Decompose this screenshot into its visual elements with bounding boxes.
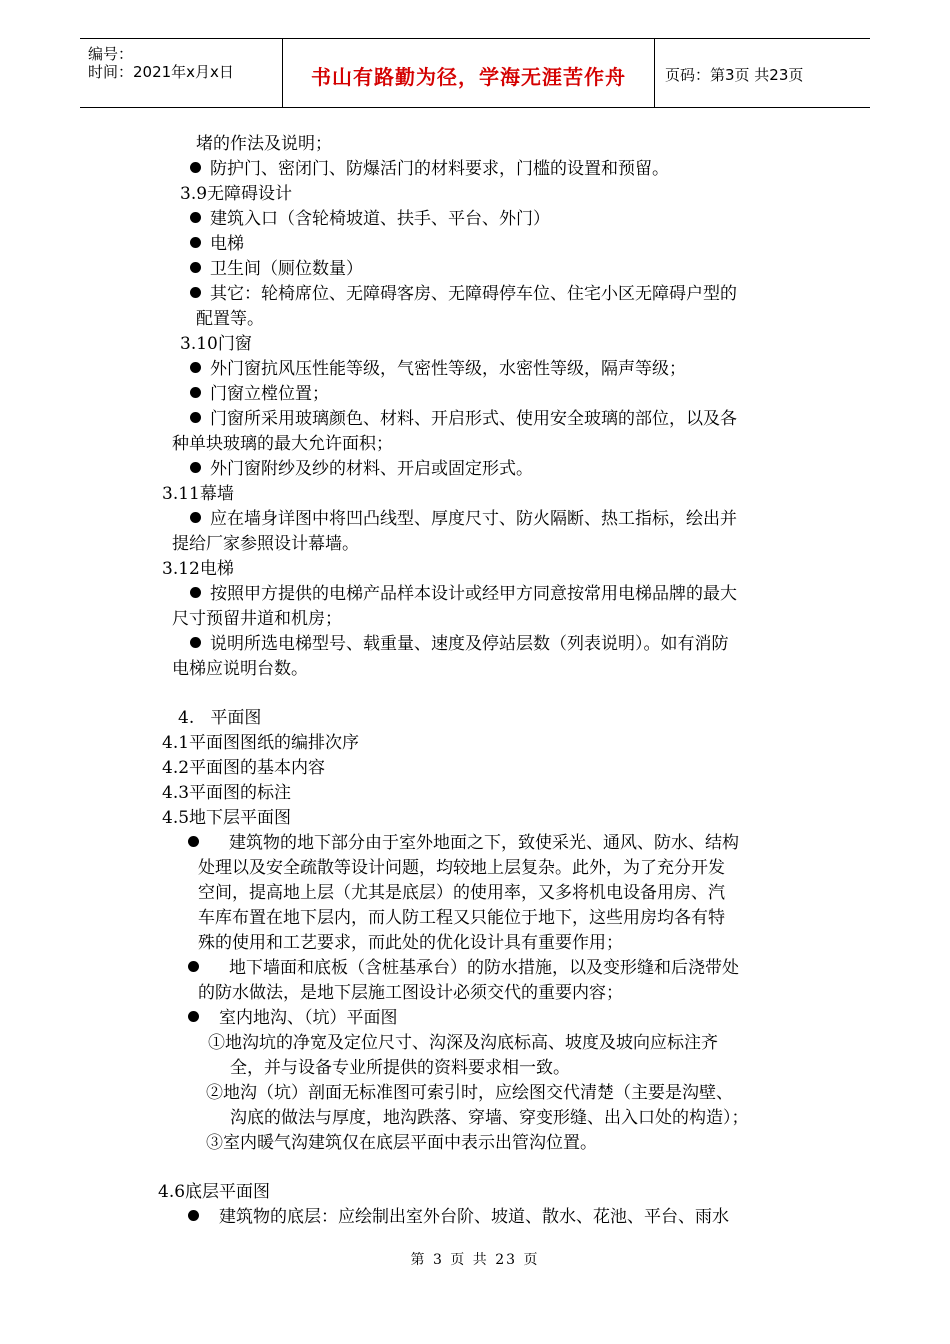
header-motto-cell bbox=[283, 39, 655, 107]
bullet-icon bbox=[190, 387, 201, 398]
page-header bbox=[80, 38, 870, 108]
text-line: 堵的作法及说明； bbox=[196, 134, 332, 154]
bullet-item: 应在墙身详图中将凹凸线型、厚度尺寸、防火隔断、热工指标，绘出并 bbox=[190, 507, 737, 531]
text-line: 全，并与设备专业所提供的资料要求相一致。 bbox=[230, 1058, 570, 1078]
bullet-icon bbox=[190, 162, 201, 173]
bullet-item: 外门窗抗风压性能等级，气密性等级，水密性等级，隔声等级； bbox=[190, 357, 686, 381]
text-line: 的防水做法，是地下层施工图设计必须交代的重要内容； bbox=[198, 983, 623, 1003]
bullet-icon bbox=[188, 1210, 199, 1221]
chapter-heading: 4. 平面图 bbox=[178, 708, 262, 728]
numbered-item: ①地沟坑的净宽及定位尺寸、沟深及沟底标高、坡度及坡向应标注齐 bbox=[208, 1033, 718, 1053]
section-heading: 4.3平面图的标注 bbox=[162, 783, 292, 803]
text-line: 沟底的做法与厚度，地沟跌落、穿墙、穿变形缝、出入口处的构造）； bbox=[230, 1108, 749, 1128]
bullet-item: 室内地沟、（坑）平面图 bbox=[188, 1006, 398, 1030]
text-line: 空间，提高地上层（尤其是底层）的使用率，又多将机电设备用房、汽 bbox=[198, 883, 725, 903]
section-heading: 3.10门窗 bbox=[180, 334, 252, 354]
section-heading: 3.12电梯 bbox=[162, 559, 234, 579]
section-heading: 4.2平面图的基本内容 bbox=[162, 758, 326, 778]
section-heading: 3.9无障碍设计 bbox=[180, 184, 293, 204]
document-number-label: 编号： bbox=[88, 45, 134, 63]
section-heading: 4.1平面图图纸的编排次序 bbox=[162, 733, 360, 753]
bullet-item: 卫生间（厕位数量） bbox=[190, 257, 363, 281]
numbered-item: ②地沟（坑）剖面无标准图可索引时，应绘图交代清楚（主要是沟壁、 bbox=[206, 1083, 733, 1103]
bullet-item: 地下墙面和底板（含桩基承台）的防水措施，以及变形缝和后浇带处 bbox=[188, 956, 739, 980]
bullet-icon bbox=[190, 462, 201, 473]
text-line: 电梯应说明台数。 bbox=[172, 659, 308, 679]
text-line: 提给厂家参照设计幕墙。 bbox=[172, 534, 359, 554]
bullet-item: 按照甲方提供的电梯产品样本设计或经甲方同意按常用电梯品牌的最大 bbox=[190, 582, 737, 606]
bullet-icon bbox=[190, 262, 201, 273]
text-line: 配置等。 bbox=[196, 309, 264, 329]
bullet-icon bbox=[190, 212, 201, 223]
bullet-icon bbox=[190, 637, 201, 648]
page-footer: 第 3 页 共 23 页 bbox=[410, 1252, 540, 1268]
bullet-item: 说明所选电梯型号、载重量、速度及停站层数（列表说明）。如有消防 bbox=[190, 632, 729, 656]
bullet-item: 建筑物的底层：应绘制出室外台阶、坡道、散水、花池、平台、雨水 bbox=[188, 1205, 729, 1229]
text-line: 车库布置在地下层内，而人防工程又只能位于地下，这些用房均各有特 bbox=[198, 908, 725, 928]
bullet-icon bbox=[190, 362, 201, 373]
bullet-icon bbox=[190, 512, 201, 523]
bullet-item: 建筑入口（含轮椅坡道、扶手、平台、外门） bbox=[190, 207, 550, 231]
document-date-label: 时间：2021年x月x日 bbox=[88, 63, 234, 81]
text-line: 处理以及安全疏散等设计问题，均较地上层复杂。此外，为了充分开发 bbox=[198, 858, 725, 878]
bullet-item: 门窗立樘位置； bbox=[190, 382, 329, 406]
bullet-item: 外门窗附纱及纱的材料、开启或固定形式。 bbox=[190, 457, 533, 481]
bullet-icon bbox=[188, 961, 199, 972]
bullet-icon bbox=[188, 1011, 199, 1022]
text-line: 尺寸预留井道和机房； bbox=[172, 609, 342, 629]
bullet-item: 建筑物的地下部分由于室外地面之下，致使采光、通风、防水、结构 bbox=[188, 831, 739, 855]
bullet-icon bbox=[190, 412, 201, 423]
bullet-item: 门窗所采用玻璃颜色、材料、开启形式、使用安全玻璃的部位，以及各 bbox=[190, 407, 737, 431]
numbered-item: ③室内暖气沟建筑仅在底层平面中表示出管沟位置。 bbox=[206, 1133, 597, 1153]
bullet-item: 电梯 bbox=[190, 232, 244, 256]
section-heading: 3.11幕墙 bbox=[162, 484, 234, 504]
bullet-item: 其它：轮椅席位、无障碍客房、无障碍停车位、住宅小区无障碍户型的 bbox=[190, 282, 737, 306]
header-page-cell bbox=[655, 39, 870, 107]
section-heading: 4.6底层平面图 bbox=[158, 1182, 271, 1202]
bullet-item: 防护门、密闭门、防爆活门的材料要求，门槛的设置和预留。 bbox=[190, 157, 669, 181]
section-heading: 4.5地下层平面图 bbox=[162, 808, 292, 828]
bullet-icon bbox=[190, 237, 201, 248]
header-info-cell bbox=[80, 39, 283, 107]
header-motto: 书山有路勤为径，学海无涯苦作舟 bbox=[311, 65, 626, 89]
text-line: 殊的使用和工艺要求，而此处的优化设计具有重要作用； bbox=[198, 933, 623, 953]
bullet-icon bbox=[188, 836, 199, 847]
bullet-icon bbox=[190, 287, 201, 298]
header-page-number: 页码：第3页 共23页 bbox=[665, 66, 804, 84]
bullet-icon bbox=[190, 587, 201, 598]
text-line: 种单块玻璃的最大允许面积； bbox=[172, 434, 393, 454]
